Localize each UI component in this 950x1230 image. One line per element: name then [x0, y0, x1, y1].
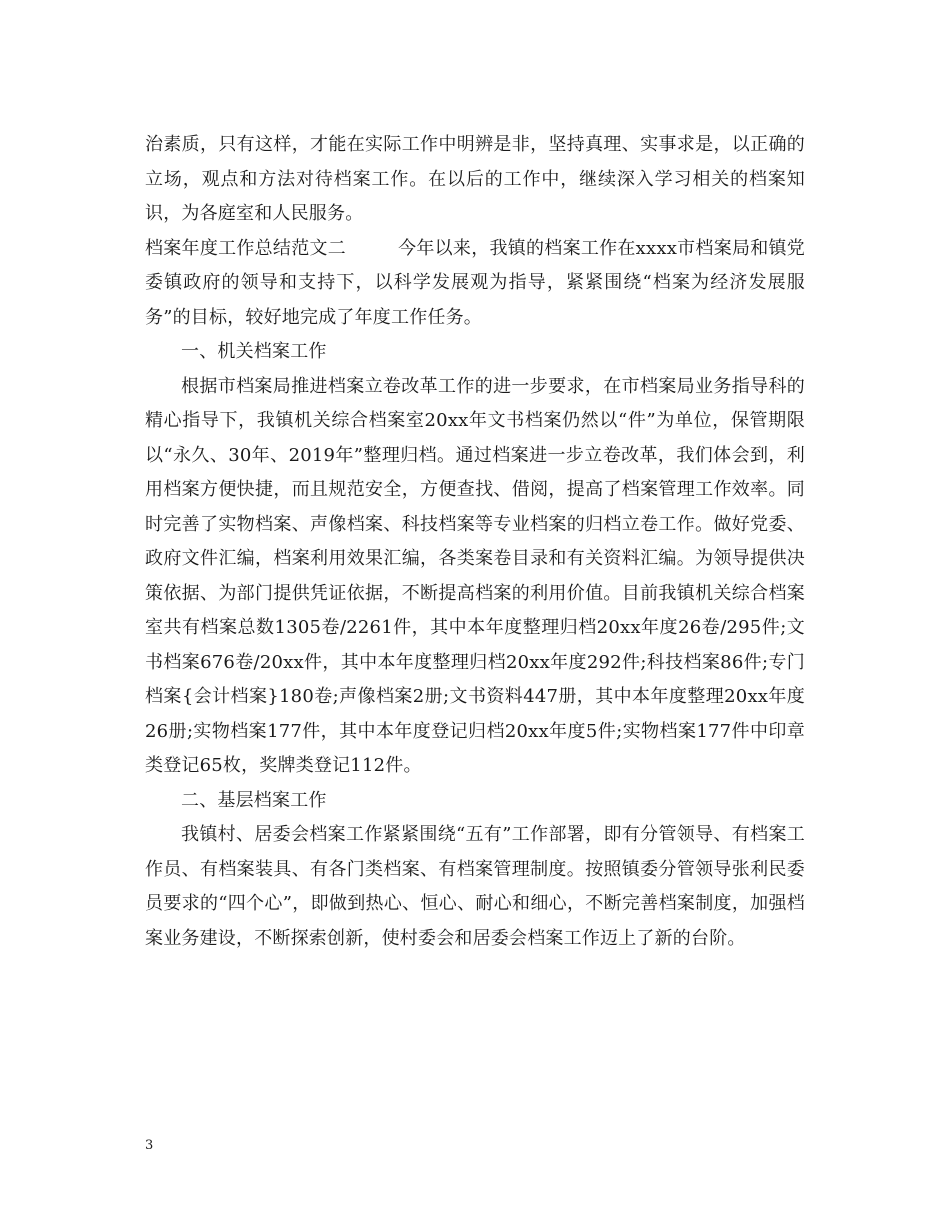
- paragraph-intro: [145, 232, 805, 336]
- paragraph-continuation: 治素质，只有这样，才能在实际工作中明辨是非，坚持真理、实事求是，以正确的立场，观点和方法对待档案工作。在以后的工作中，继续深入学习相关的档案知识，为各庭室和人民服务。: [145, 134, 805, 224]
- page-number: 3: [145, 1138, 154, 1153]
- document-body: [145, 128, 805, 956]
- section-heading-1: 一、机关档案工作: [181, 341, 327, 362]
- section-heading-2: 二、基层档案工作: [181, 789, 327, 811]
- article-title: 档案年度工作总结范文二: [145, 237, 347, 259]
- paragraph-section-1: 根据市档案局推进档案立卷改革工作的进一步要求，在市档案局业务指导科的精心指导下，我镇机关综合档案室20xx年文书档案仍然以“件”为单位，保管期限以“永久、30年、2019年”整理归档。通过档案进一步立卷改革，我们体会到，利用档案方便快捷，而且规范安全，方便查找、借阅，提高了档案管理工作效率。同时完善了实物档案、声像档案、科技档案等专业档案的归档立卷工作。做好党委、政府文件汇编，档案利用效果汇编，各类案卷目录和有关资料汇编。为领导提供决策依据、为部门提供凭证依据，不断提高档案的利用价值。目前我镇机关综合档案室共有档案总数1305卷/2261件，其中本年度整理归档20xx年度26卷/295件;文书档案676卷/20xx件，其中本年度整理归档20xx年度292件;科技档案86件;专门档案{会计档案}180卷;声像档案2册;文书资料447册，其中本年度整理20xx年度26册;实物档案177件，其中本年度登记归档20xx年度5件;实物档案177件中印章类登记65枚，奖牌类登记112件。: [145, 375, 805, 776]
- intro-text: 今年以来，我镇的档案工作在xxxx市档案局和镇党委镇政府的领导和支持下，以科学发展观为指导，紧紧围绕“档案为经济发展服务”的目标，较好地完成了年度工作任务。: [145, 237, 806, 328]
- paragraph-section-2: 我镇村、居委会档案工作紧紧围绕“五有”工作部署，即有分管领导、有档案工作员、有档案装具、有各门类档案、有档案管理制度。按照镇委分管领导张利民委员要求的“四个心”，即做到热心、恒心、耐心和细心，不断完善档案制度，加强档案业务建设，不断探索创新，使村委会和居委会档案工作迈上了新的台阶。: [145, 824, 805, 949]
